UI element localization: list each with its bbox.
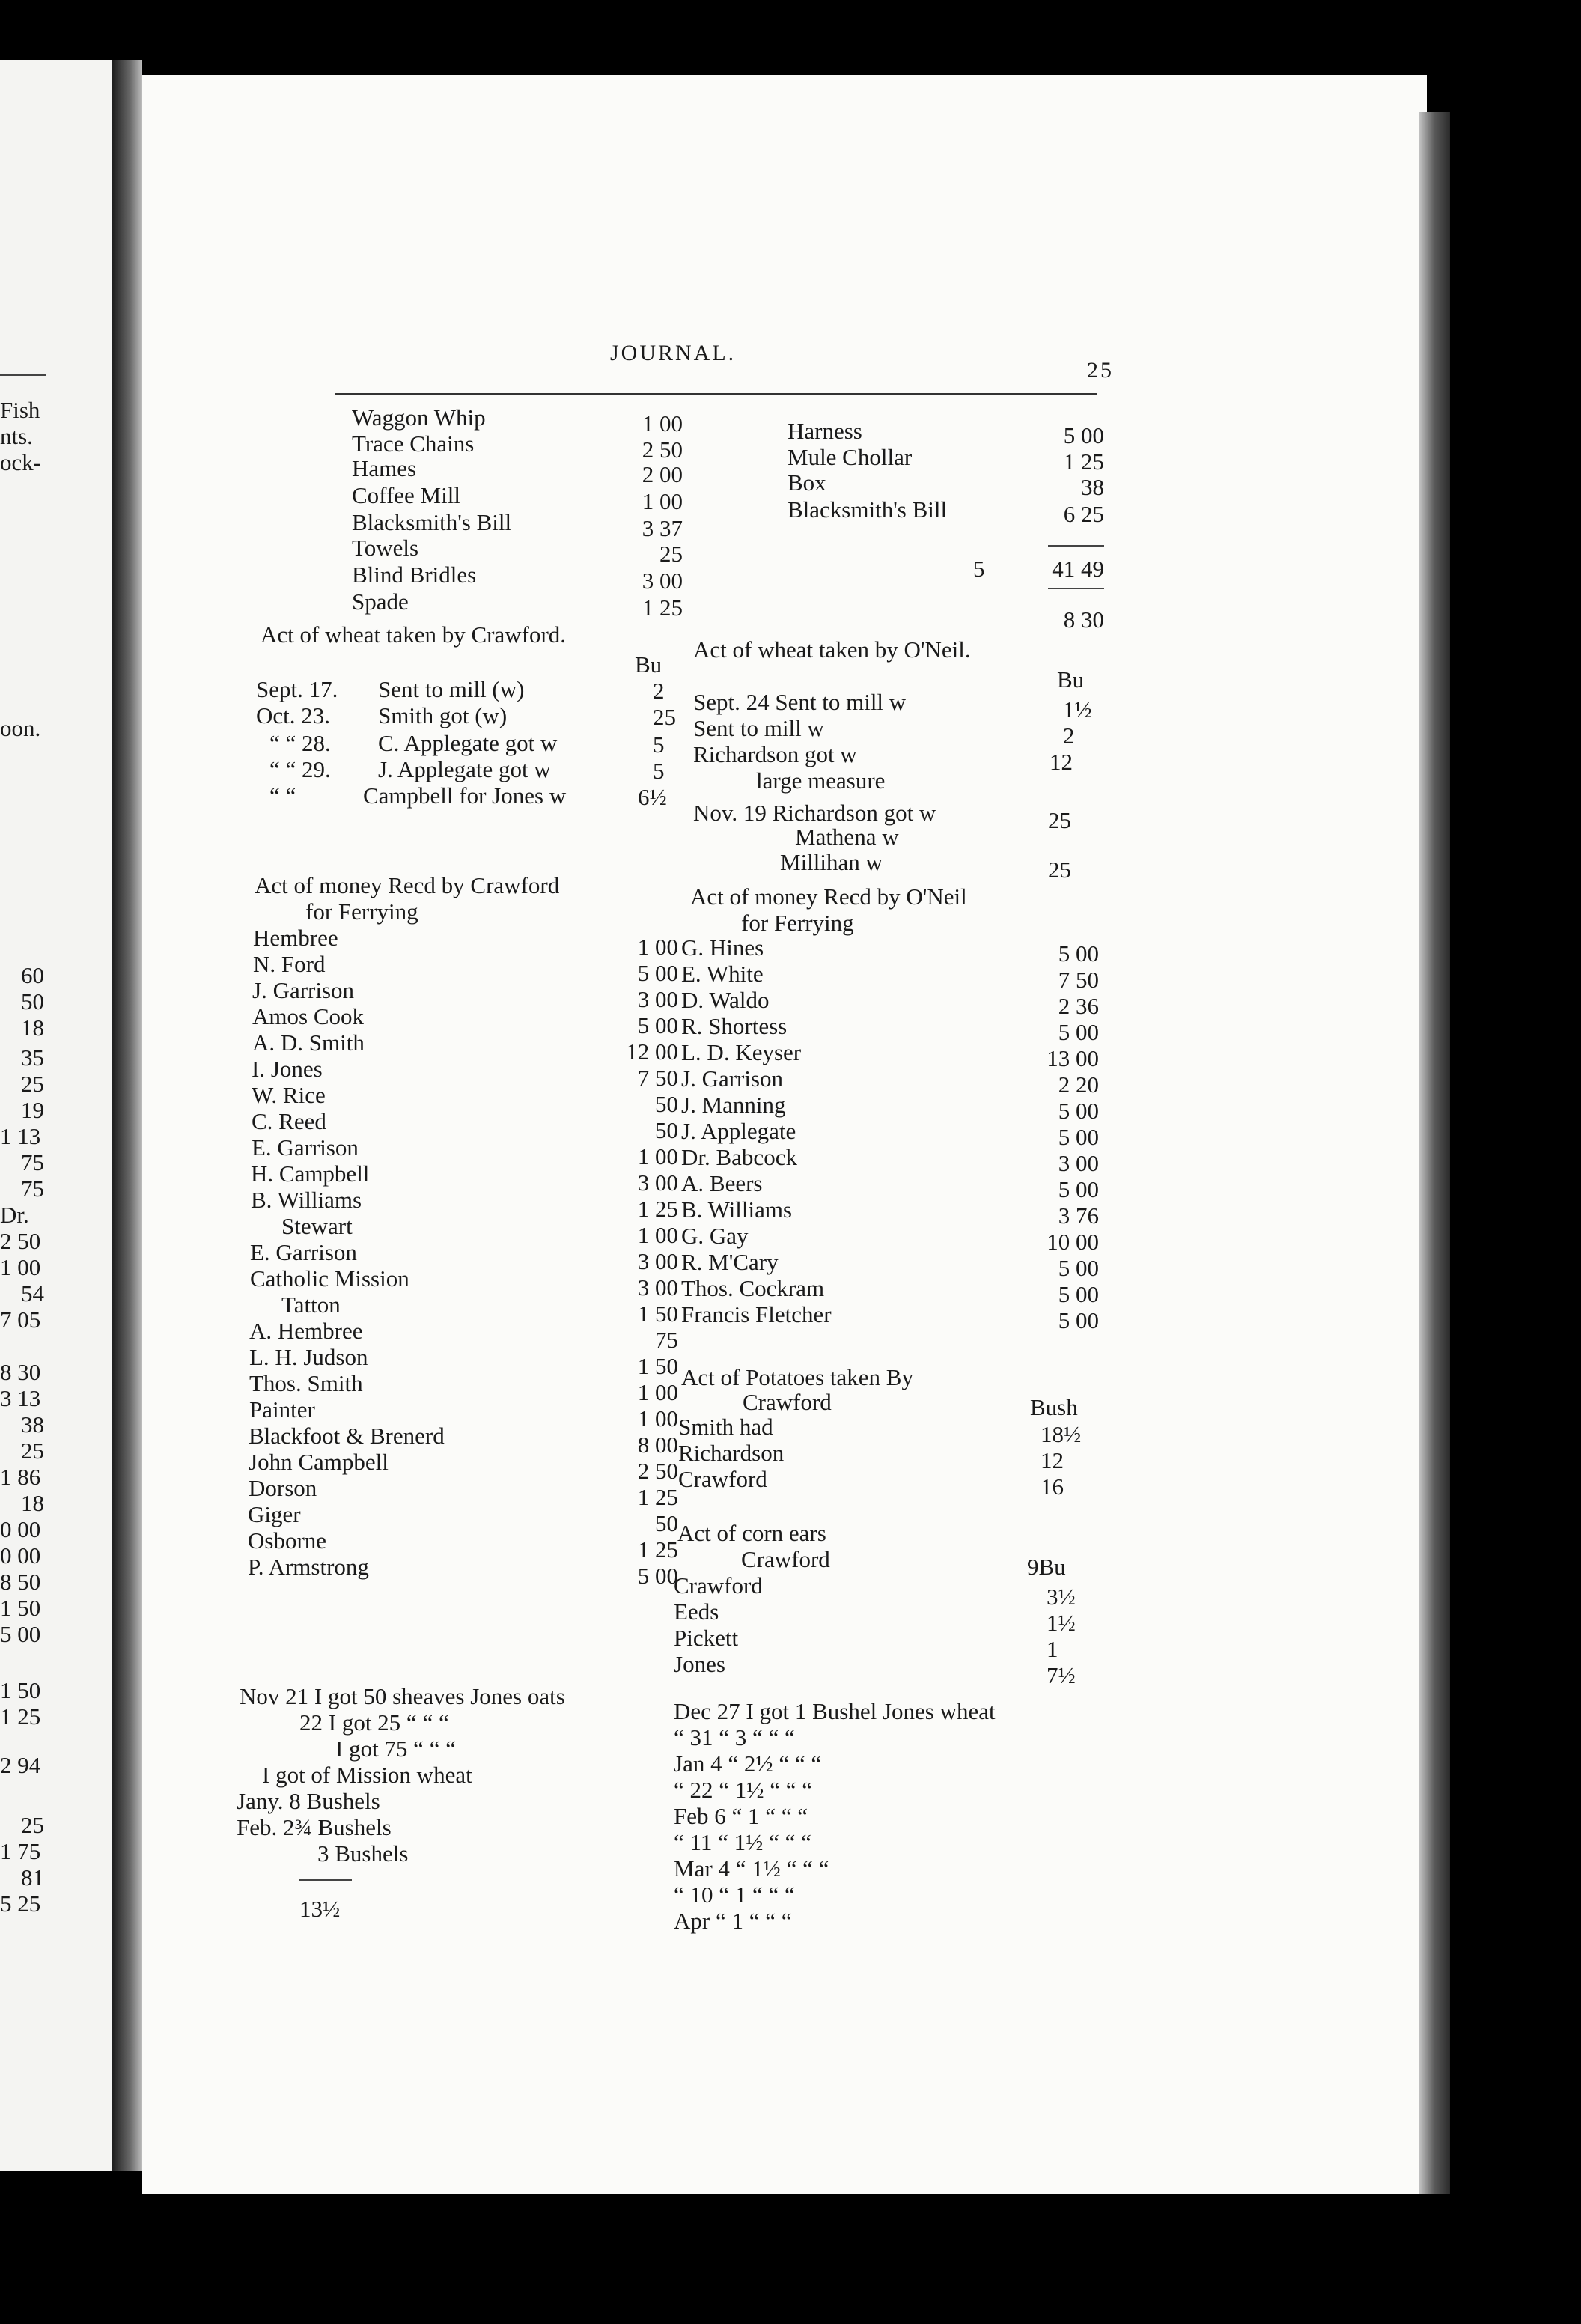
ledger-name: Crawford <box>674 1572 763 1598</box>
header-rule <box>335 393 1097 395</box>
total-amount: 41 49 <box>1052 556 1104 582</box>
left-page-text: 3 13 <box>0 1385 41 1411</box>
left-page-text: 18 <box>21 1015 44 1041</box>
ledger-amount: 2 50 <box>637 1458 678 1484</box>
ledger-name: Hembree <box>253 925 338 951</box>
left-page-text: 2 94 <box>0 1752 41 1778</box>
ledger-name: P. Armstrong <box>248 1554 369 1580</box>
subtotal-amount: 8 30 <box>1063 606 1104 633</box>
unit-label: Bush <box>1030 1394 1078 1420</box>
oats-entry: Nov 21 I got 50 sheaves Jones oats <box>240 1683 565 1709</box>
left-page-text: 25 <box>21 1812 44 1838</box>
expense-item-label: Hames <box>352 455 417 481</box>
expense-item-label: Blacksmith's Bill <box>788 496 948 523</box>
ledger-name: N. Ford <box>253 951 326 977</box>
unit-label: Bu <box>1057 666 1085 693</box>
oats-total: 13½ <box>299 1896 341 1922</box>
ledger-amount: 3 00 <box>637 1248 678 1274</box>
ledger-name: Catholic Mission <box>250 1265 409 1292</box>
ledger-amount: 5 00 <box>1058 1098 1099 1124</box>
wheat-entry: “ 11 “ 1½ “ “ “ <box>674 1829 811 1855</box>
left-page-text: Fish <box>0 397 40 423</box>
left-page-text: 2 50 <box>0 1228 41 1254</box>
ledger-amount: 5 00 <box>637 1563 678 1589</box>
ledger-amount: 1 00 <box>637 1405 678 1432</box>
ledger-amount: 5 00 <box>1058 1255 1099 1281</box>
left-page-text: Dr. <box>0 1202 29 1228</box>
left-page-text: 5 00 <box>0 1621 41 1647</box>
ledger-name: G. Hines <box>681 934 764 961</box>
ledger-name: J. Garrison <box>252 977 355 1003</box>
ledger-name: J. Applegate <box>681 1118 796 1144</box>
expense-item-amount: 1 00 <box>642 410 683 436</box>
left-page-fragment <box>0 60 112 2171</box>
ledger-name: R. M'Cary <box>681 1249 779 1275</box>
ledger-amount: 3 00 <box>1058 1150 1099 1176</box>
ledger-amount: 1 50 <box>637 1353 678 1379</box>
left-page-text: 54 <box>21 1280 44 1307</box>
expense-item-label: Blacksmith's Bill <box>352 509 512 535</box>
ledger-qty: 12 <box>1041 1447 1064 1473</box>
left-page-text: 1 50 <box>0 1677 41 1703</box>
ledger-amount: 3 00 <box>637 1274 678 1301</box>
section-title: Act of wheat taken by O'Neil. <box>693 636 971 663</box>
entry-date: Sept. 17. <box>256 676 338 702</box>
wheat-entry: Feb 6 “ 1 “ “ “ <box>674 1803 808 1829</box>
left-page-text: 1 75 <box>0 1838 41 1864</box>
entry-qty: 5 <box>653 731 665 758</box>
ledger-amount: 75 <box>655 1327 678 1353</box>
left-page-text: ock- <box>0 449 42 475</box>
entry-desc: Sept. 24 Sent to mill w <box>693 689 907 715</box>
entry-desc: Smith got (w) <box>378 702 508 728</box>
ledger-name: A. Hembree <box>249 1318 363 1344</box>
ledger-name: A. D. Smith <box>252 1029 365 1056</box>
ledger-name: John Campbell <box>249 1449 389 1475</box>
ledger-amount: 5 00 <box>1058 1176 1099 1202</box>
ledger-amount: 3 76 <box>1058 1202 1099 1229</box>
ledger-name: Pickett <box>674 1625 739 1651</box>
left-page-text: 8 30 <box>0 1359 41 1385</box>
ledger-amount: 13 00 <box>1047 1045 1099 1071</box>
ledger-name: W. Rice <box>252 1082 326 1108</box>
left-page-text: 25 <box>21 1438 44 1464</box>
ledger-name: Richardson <box>678 1440 785 1466</box>
ledger-qty: 7½ <box>1047 1662 1076 1688</box>
ledger-name: L. D. Keyser <box>681 1039 802 1065</box>
left-page-text: 1 86 <box>0 1464 41 1490</box>
wheat-entry: Apr “ 1 “ “ “ <box>674 1908 792 1934</box>
entry-desc: Sent to mill w <box>693 715 824 741</box>
expense-item-amount: 1 00 <box>642 488 683 514</box>
wheat-entry: Dec 27 I got 1 Bushel Jones wheat <box>674 1698 996 1724</box>
ledger-amount: 12 00 <box>626 1038 678 1065</box>
left-page-text: nts. <box>0 423 33 449</box>
expense-item-label: Waggon Whip <box>352 404 486 431</box>
ledger-amount: 50 <box>655 1091 678 1117</box>
left-page-text: 38 <box>21 1411 44 1438</box>
ledger-name: Crawford <box>678 1466 767 1492</box>
left-page-text: 60 <box>21 962 44 988</box>
ledger-name: B. Williams <box>251 1187 362 1213</box>
ledger-amount: 2 20 <box>1058 1071 1099 1098</box>
ledger-name: Amos Cook <box>252 1003 364 1029</box>
ledger-name: Dr. Babcock <box>681 1144 797 1170</box>
section-subtitle: for Ferrying <box>741 910 854 936</box>
left-page-text: 75 <box>21 1175 44 1202</box>
expense-item-label: Blind Bridles <box>352 562 477 588</box>
ledger-name: Smith had <box>678 1414 773 1440</box>
expense-item-label: Trace Chains <box>352 431 475 457</box>
left-page-text: 75 <box>21 1149 44 1175</box>
ledger-name: E. Garrison <box>250 1239 357 1265</box>
section-subtitle: Crawford <box>741 1546 830 1572</box>
oats-entry: 22 I got 25 “ “ “ <box>299 1709 449 1736</box>
ledger-amount: 5 00 <box>1058 1019 1099 1045</box>
ledger-name: Painter <box>249 1396 315 1423</box>
entry-desc: Campbell for Jones w <box>363 782 567 809</box>
entry-desc: Richardson got w <box>693 741 857 767</box>
expense-item-label: Spade <box>352 588 409 615</box>
oats-entry: I got of Mission wheat <box>262 1762 472 1788</box>
sum-rule <box>299 1879 352 1881</box>
left-page-text: 18 <box>21 1490 44 1516</box>
ledger-name: Tatton <box>281 1292 341 1318</box>
ledger-amount: 10 00 <box>1047 1229 1099 1255</box>
section-title: Act of wheat taken by Crawford. <box>261 621 567 648</box>
page-edge <box>1419 112 1450 2194</box>
expense-item-amount: 6 25 <box>1063 501 1104 527</box>
left-page-text: 1 25 <box>0 1703 41 1730</box>
ledger-amount: 1 00 <box>637 934 678 960</box>
ledger-name: Blackfoot & Brenerd <box>249 1423 445 1449</box>
ledger-name: J. Garrison <box>681 1065 784 1092</box>
ledger-amount: 7 50 <box>1058 967 1099 993</box>
ledger-amount: 50 <box>655 1117 678 1143</box>
ledger-name: Jones <box>674 1651 725 1677</box>
entry-desc: Sent to mill (w) <box>378 676 525 702</box>
ledger-amount: 1 25 <box>637 1484 678 1510</box>
wheat-entry: Jan 4 “ 2½ “ “ “ <box>674 1750 822 1777</box>
ledger-name: Thos. Smith <box>249 1370 363 1396</box>
entry-desc: J. Applegate got w <box>378 756 551 782</box>
sum-rule <box>1048 545 1104 547</box>
sum-rule <box>1048 588 1104 589</box>
unit-label: Bu <box>635 651 662 678</box>
ledger-amount: 1 00 <box>637 1379 678 1405</box>
expense-item-label: Coffee Mill <box>352 482 460 508</box>
expense-item-amount: 1 25 <box>1063 448 1104 475</box>
ledger-name: G. Gay <box>681 1223 749 1249</box>
entry-date: Oct. 23. <box>256 702 331 728</box>
section-subtitle: Crawford <box>743 1389 832 1415</box>
left-page-text: 25 <box>21 1071 44 1097</box>
ledger-amount: 1 00 <box>637 1222 678 1248</box>
left-page-text: 7 05 <box>0 1307 41 1333</box>
wheat-entry: “ 10 “ 1 “ “ “ <box>674 1882 795 1908</box>
ledger-qty: 1½ <box>1047 1610 1076 1636</box>
ledger-amount: 5 00 <box>637 1012 678 1038</box>
ledger-name: Stewart <box>281 1213 353 1239</box>
left-page-text: 1 00 <box>0 1254 41 1280</box>
oats-entry: 3 Bushels <box>317 1840 409 1867</box>
wheat-entry: “ 31 “ 3 “ “ “ <box>674 1724 795 1750</box>
entry-date: “ “ <box>269 782 296 809</box>
oats-entry: Jany. 8 Bushels <box>237 1788 380 1814</box>
entry-qty: 25 <box>1048 807 1071 833</box>
ledger-qty: 18½ <box>1041 1421 1082 1447</box>
entry-qty: 2 <box>1063 723 1075 749</box>
entry-desc: Mathena w <box>795 824 899 850</box>
entry-desc: Nov. 19 Richardson got w <box>693 800 936 826</box>
entry-desc: C. Applegate got w <box>378 730 558 756</box>
section-title: Act of corn ears <box>677 1520 826 1546</box>
expense-item-amount: 5 00 <box>1063 422 1104 448</box>
entry-qty: 25 <box>1048 857 1071 883</box>
ledger-name: A. Beers <box>681 1170 763 1196</box>
ledger-name: Eeds <box>674 1598 719 1625</box>
entry-qty: 2 <box>653 678 665 704</box>
left-page-text: 50 <box>21 988 44 1015</box>
ledger-qty: 16 <box>1041 1473 1064 1500</box>
ledger-name: J. Manning <box>681 1092 786 1118</box>
left-page-text: 1 13 <box>0 1123 41 1149</box>
ledger-name: H. Campbell <box>251 1161 370 1187</box>
ledger-name: Francis Fletcher <box>681 1301 832 1327</box>
entry-desc: large measure <box>756 767 886 794</box>
ledger-amount: 5 00 <box>1058 940 1099 967</box>
ledger-name: Thos. Cockram <box>681 1275 825 1301</box>
entry-qty: 5 <box>653 758 665 784</box>
left-page-text: oon. <box>0 715 41 741</box>
ledger-amount: 5 00 <box>1058 1124 1099 1150</box>
left-page-text: 35 <box>21 1044 44 1071</box>
ledger-name: B. Williams <box>681 1196 793 1223</box>
page-number: 25 <box>1087 358 1114 383</box>
section-subtitle: for Ferrying <box>305 898 418 925</box>
ledger-amount: 2 36 <box>1058 993 1099 1019</box>
ledger-amount: 1 50 <box>637 1301 678 1327</box>
ledger-qty: 1 <box>1047 1636 1058 1662</box>
left-page-text: 81 <box>21 1864 44 1890</box>
entry-qty: 1½ <box>1063 696 1092 723</box>
oats-entry: I got 75 “ “ “ <box>335 1736 456 1762</box>
expense-item-label: Harness <box>788 418 862 444</box>
ledger-name: E. White <box>681 961 764 987</box>
ledger-name: D. Waldo <box>681 987 770 1013</box>
ledger-name: C. Reed <box>252 1108 326 1134</box>
expense-item-amount: 38 <box>1081 474 1104 500</box>
left-page-text: 0 00 <box>0 1542 41 1569</box>
entry-desc: Millihan w <box>780 849 883 875</box>
left-page-text: 1 50 <box>0 1595 41 1621</box>
section-title: Act of Potatoes taken By <box>681 1364 913 1390</box>
ledger-amount: 3 00 <box>637 986 678 1012</box>
ledger-amount: 1 00 <box>637 1143 678 1169</box>
expense-item-amount: 2 00 <box>642 461 683 487</box>
unit-label: 9Bu <box>1027 1554 1066 1580</box>
ledger-name: I. Jones <box>252 1056 323 1082</box>
entry-qty: 12 <box>1050 749 1073 775</box>
ledger-amount: 1 25 <box>637 1536 678 1563</box>
ledger-qty: 3½ <box>1047 1584 1076 1610</box>
expense-item-amount: 25 <box>659 541 683 567</box>
ledger-name: Osborne <box>248 1527 327 1554</box>
entry-date: “ “ 28. <box>269 730 331 756</box>
wheat-entry: “ 22 “ 1½ “ “ “ <box>674 1777 813 1803</box>
ledger-amount: 5 00 <box>637 960 678 986</box>
page-title: JOURNAL. <box>610 341 737 365</box>
ledger-amount: 3 00 <box>637 1169 678 1196</box>
expense-item-amount: 3 00 <box>642 568 683 594</box>
ledger-name: Giger <box>248 1501 301 1527</box>
total-count: 5 <box>973 556 985 582</box>
entry-qty: 6½ <box>638 784 667 810</box>
ledger-amount: 7 50 <box>637 1065 678 1091</box>
ledger-name: E. Garrison <box>252 1134 359 1161</box>
left-page-text: 5 25 <box>0 1890 41 1917</box>
wheat-entry: Mar 4 “ 1½ “ “ “ <box>674 1855 829 1882</box>
ledger-amount: 1 25 <box>637 1196 678 1222</box>
entry-qty: 25 <box>653 704 676 730</box>
expense-item-label: Mule Chollar <box>788 444 913 470</box>
expense-item-label: Towels <box>352 535 419 561</box>
entry-date: “ “ 29. <box>269 756 331 782</box>
expense-item-label: Box <box>788 469 826 496</box>
left-page-rule <box>0 374 46 376</box>
expense-item-amount: 3 37 <box>642 515 683 541</box>
section-title: Act of money Recd by O'Neil <box>690 883 967 910</box>
expense-item-amount: 2 50 <box>642 436 683 463</box>
left-page-text: 19 <box>21 1097 44 1123</box>
ledger-name: L. H. Judson <box>249 1344 368 1370</box>
ledger-name: Dorson <box>249 1475 317 1501</box>
ledger-name: R. Shortess <box>681 1013 788 1039</box>
ledger-amount: 8 00 <box>637 1432 678 1458</box>
expense-item-amount: 1 25 <box>642 594 683 621</box>
left-page-text: 8 50 <box>0 1569 41 1595</box>
left-page-text: 0 00 <box>0 1516 41 1542</box>
oats-entry: Feb. 2¾ Bushels <box>237 1814 392 1840</box>
book-gutter <box>112 60 142 2171</box>
section-title: Act of money Recd by Crawford <box>255 872 560 898</box>
ledger-amount: 5 00 <box>1058 1307 1099 1333</box>
ledger-amount: 50 <box>655 1510 678 1536</box>
ledger-amount: 5 00 <box>1058 1281 1099 1307</box>
